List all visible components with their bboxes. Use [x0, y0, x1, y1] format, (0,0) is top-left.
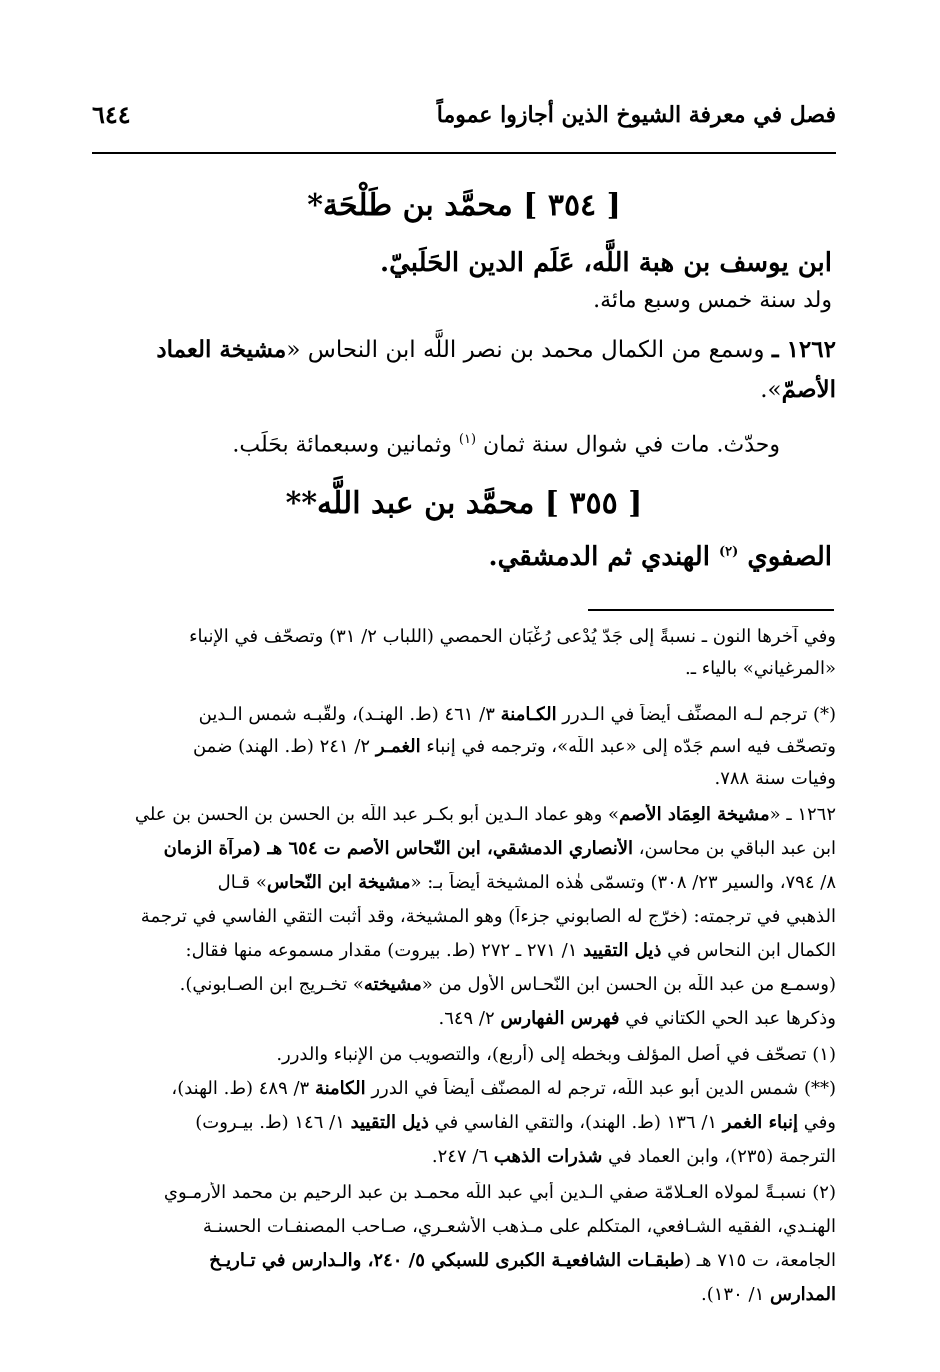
footnote-line: وفيات سنة ٧٨٨.	[714, 768, 836, 789]
footnote-ref-2: (٢)	[719, 544, 739, 560]
footnote-line: المدارس ١/ ١٣٠).	[701, 1284, 836, 1305]
paragraph-cont: ».	[760, 377, 782, 403]
paragraph-bold-title: مشيخة العماد	[156, 336, 287, 363]
footnote-line: الترجمة (٢٣٥)، وابن العماد في شذرات الذهب ٦/ ٢٤٧.	[431, 1146, 836, 1167]
lineage-b: الهندي ثم الدمشقي.	[488, 542, 710, 572]
footnote-line: الهنـدي، الفقيه الشـافعي، المتكلم على مـذهب الأشعـري، صـاحب المصنفـات الحسنـة	[202, 1216, 836, 1237]
entry-354-lineage: ابن يوسف بن هبة اللَّه، عَلَم الدين الحَلَبيّ.	[380, 248, 832, 278]
entry-354-paragraph	[92, 336, 836, 363]
footnote-line: (*) ترجم لـه المصنِّف أيضاً في الـدرر الكـامنة ٣/ ٤٦١ (ط. الهنـد)، ولقّبـه شمس الـدين	[198, 704, 836, 725]
footnote-line: الجامعة، ت ٧١٥ هـ (طبقـات الشافعيـة الكبرى للسبكي ٥/ ٢٤٠، والـدارس في تـاريـخ	[209, 1250, 836, 1271]
footnote-line: ابن عبد الباقي بن محاسن، الأنصاري الدمشقي، ابن النّحاس الأصم ت ٦٥٤ هـ (مرآة الزمان	[163, 838, 836, 859]
footnote-line: وفي إنباء الغمر ١/ ١٣٦ (ط. الهند)، والتقي الفاسي في ذيل التقييد ١/ ١٤٦ (ط. بيـروت)	[195, 1112, 836, 1133]
footnote-line: (**) شمس الدين أبو عبد اللّه، ترجم له المصنّف أيضاً في الدرر الكامنة ٣/ ٤٨٩ (ط. الهند)،	[171, 1078, 836, 1099]
header-rule	[92, 152, 836, 154]
footnote-line: ٨/ ٧٩٤، والسير ٢٣/ ٣٠٨) وتسمّى هٰذه المشيخة أيضاً بـ: «مشيخة ابن النّحاس» قـال	[217, 872, 836, 893]
paragraph-text: وسمع من الكمال محمد بن نصر اللَّه ابن النحاس «	[286, 337, 765, 363]
footnote-line: (وسمـع من عبد اللّه بن الحسن ابن النّحـاس الأول من «مشيخته» تخـريج ابن الصـابوني).	[179, 974, 836, 995]
running-title: فصل في معرفة الشيوخ الذين أجازوا عموماً	[436, 102, 836, 128]
entry-354-heading: [ ٣٥٤ ] محمَّد بن طَلْحَة*	[307, 188, 621, 223]
footnote-line: الكمال ابن النحاس في ذيل التقييد ١/ ٢٧١ ـ ٢٧٢ (ط. بيروت) مقدار مسموعه منها فقال:	[185, 940, 836, 961]
entry-354-birth: ولد سنة خمس وسبع مائة.	[593, 288, 832, 313]
footnote-line: ١٢٦٢ ـ «مشيخة العِمَاد الأصم» وهو عماد الـدين أبو بكـر عبد اللّه بن الحسن بن الحسن بن علي	[134, 804, 836, 825]
paragraph-bold-title-cont: الأصمّ	[781, 376, 836, 403]
page-header	[92, 98, 836, 138]
footnote-line: (١) تصحّف في أصل المؤلف وبخطه إلى (أربع)، والتصويب من الإنباء والدرر.	[276, 1044, 836, 1065]
footnote-ref-1: (١)	[458, 432, 477, 447]
footnote-rule	[588, 609, 834, 611]
entry-354-death	[92, 432, 780, 457]
entry-355-heading: [ ٣٥٥ ] محمَّد بن عبد اللَّه**	[285, 486, 643, 521]
entry-354-paragraph-cont	[92, 376, 836, 403]
entry-355-lineage	[92, 542, 832, 572]
death-text-a: وحدّث. مات في شوال سنة ثمان	[483, 432, 780, 458]
footnote-line: «المرغياني» بالياء ـ.	[685, 658, 836, 679]
footnote-line: وفي آخرها النون ـ نسبةً إلى جَدّ يُدْعى رُغْبَان الحمصي (اللباب ٢/ ٣١) وتصحّف في الإنباء	[189, 626, 836, 647]
page-number: ٦٤٤	[92, 100, 131, 129]
paragraph-number: ١٢٦٢ ـ	[771, 336, 836, 363]
footnote-line: الذهبي في ترجمته: (خرّج له الصابوني جزءاً) وهو المشيخة، وقد أثبت التقي الفاسي في ترجمة	[140, 906, 836, 927]
footnote-line: وذكرها عبد الحي الكتاني في فهرس الفهارس ٢/ ٦٤٩.	[438, 1008, 836, 1029]
footnote-line: وتصحّف فيه اسم جَدّه إلى «عبد اللَّه»، وترجمه في إنباء الغمـر ٢/ ٢٤١ (ط. الهند) ضمن	[192, 736, 836, 757]
footnote-line: (٢) نسبـةً لمولاه العـلامّة صفي الـدين أبي عبد اللّه محمـد بن عبد الرحيم بن محمد الأرمـوي	[163, 1182, 836, 1203]
death-text-b: وثمانين وسبعمائة بحَلَب.	[232, 432, 452, 458]
lineage-a: الصفوي	[747, 542, 832, 572]
